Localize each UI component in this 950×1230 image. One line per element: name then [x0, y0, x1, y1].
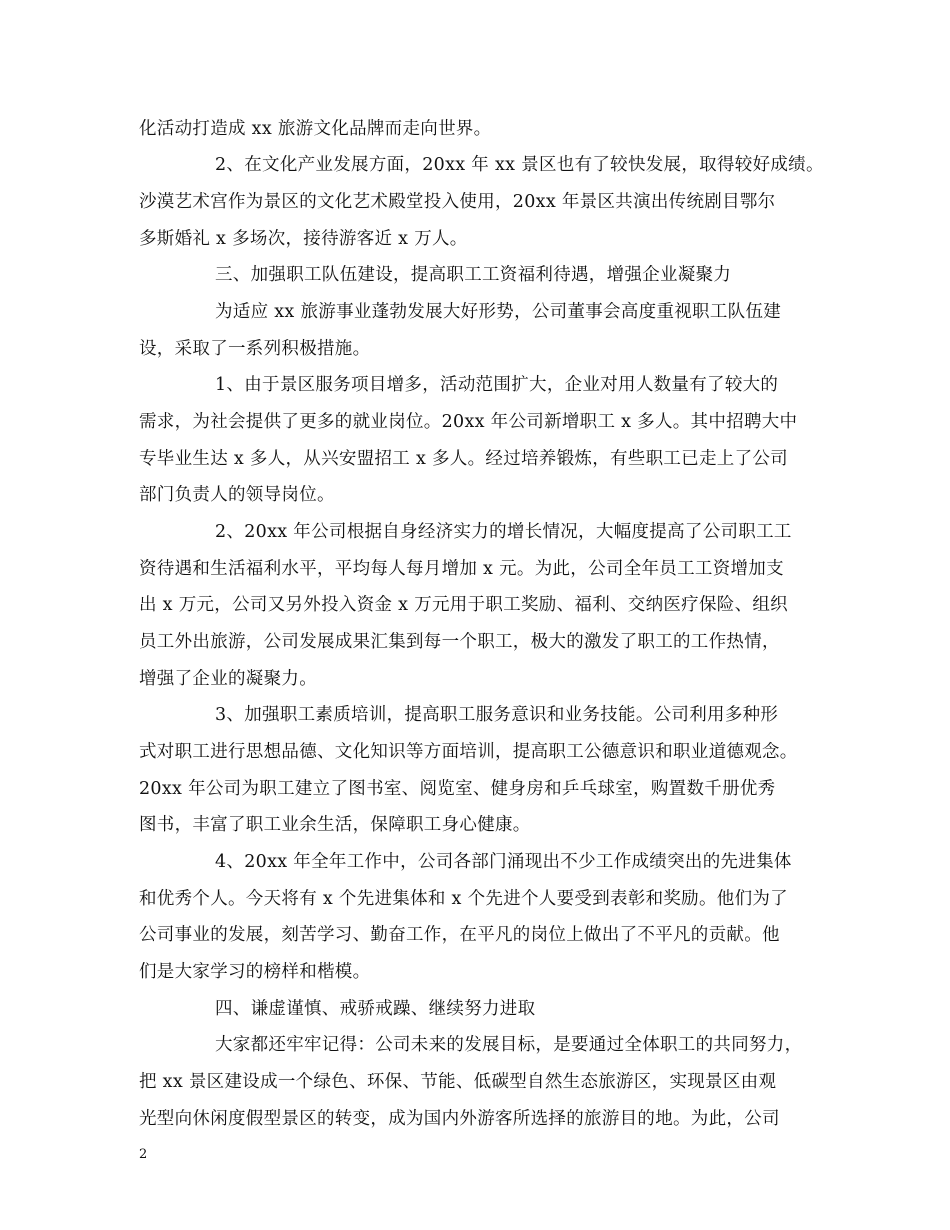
- body-text-line: 公司事业的发展，刻苦学习、勤奋工作，在平凡的岗位上做出了不平凡的贡献。他: [139, 925, 780, 945]
- body-text-line: 增强了企业的凝聚力。: [139, 669, 317, 689]
- body-text-line: 图书，丰富了职工业余生活，保障职工身心健康。: [139, 815, 531, 835]
- body-text-line: 多斯婚礼 x 多场次，接待游客近 x 万人。: [139, 229, 468, 249]
- page-number: 2: [139, 1147, 148, 1162]
- body-text-line: 设，采取了一系列积极措施。: [139, 339, 371, 359]
- body-text-line: 和优秀个人。今天将有 x 个先进集体和 x 个先进个人要受到表彰和奖励。他们为了: [139, 889, 788, 909]
- paragraph-start-line: 2、20xx 年公司根据自身经济实力的增长情况，大幅度提高了公司职工工: [215, 522, 792, 542]
- body-text-line: 20xx 年公司为职工建立了图书室、阅览室、健身房和乒乓球室，购置数千册优秀: [139, 779, 776, 799]
- body-text-line: 出 x 万元，公司又另外投入资金 x 万元用于职工奖励、福利、交纳医疗保险、组织: [139, 595, 788, 615]
- section-heading: 四、谦虚谨慎、戒骄戒躁、继续努力进取: [215, 999, 536, 1019]
- body-text-line: 资待遇和生活福利水平，平均每人每月增加 x 元。为此，公司全年员工工资增加支: [139, 559, 784, 579]
- body-text-line: 们是大家学习的榜样和楷模。: [139, 962, 371, 982]
- paragraph-start-line: 大家都还牢牢记得：公司未来的发展目标，是要通过全体职工的共同努力，: [215, 1035, 803, 1055]
- paragraph-start-line: 3、加强职工素质培训，提高职工服务意识和业务技能。公司利用多种形: [215, 705, 779, 725]
- body-text-line: 沙漠艺术宫作为景区的文化艺术殿堂投入使用，20xx 年景区共演出传统剧目鄂尔: [139, 192, 776, 212]
- paragraph-start-line: 为适应 xx 旅游事业蓬勃发展大好形势，公司董事会高度重视职工队伍建: [215, 302, 782, 322]
- paragraph-start-line: 4、20xx 年全年工作中，公司各部门涌现出不少工作成绩突出的先进集体: [215, 852, 792, 872]
- body-text-line: 式对职工进行思想品德、文化知识等方面培训，提高职工公德意识和职业道德观念。: [139, 742, 798, 762]
- body-text-line: 光型向休闲度假型景区的转变，成为国内外游客所选择的旅游目的地。为此，公司: [139, 1109, 780, 1129]
- body-text-line: 专毕业生达 x 多人，从兴安盟招工 x 多人。经过培养锻炼，有些职工已走上了公司: [139, 449, 788, 469]
- body-text-line: 员工外出旅游，公司发展成果汇集到每一个职工，极大的激发了职工的工作热情，: [139, 632, 780, 652]
- paragraph-start-line: 2、在文化产业发展方面，20xx 年 xx 景区也有了较快发展，取得较好成绩。: [215, 155, 824, 175]
- body-text-line: 需求，为社会提供了更多的就业岗位。20xx 年公司新增职工 x 多人。其中招聘大中: [139, 412, 798, 432]
- paragraph-start-line: 1、由于景区服务项目增多，活动范围扩大，企业对用人数量有了较大的: [215, 375, 779, 395]
- body-text-line: 化活动打造成 xx 旅游文化品牌而走向世界。: [139, 119, 492, 139]
- body-text-line: 把 xx 景区建设成一个绿色、环保、节能、低碳型自然生态旅游区，实现景区由观: [139, 1072, 777, 1092]
- body-text-line: 部门负责人的领导岗位。: [139, 485, 335, 505]
- section-heading: 三、加强职工队伍建设，提高职工工资福利待遇，增强企业凝聚力: [215, 265, 732, 285]
